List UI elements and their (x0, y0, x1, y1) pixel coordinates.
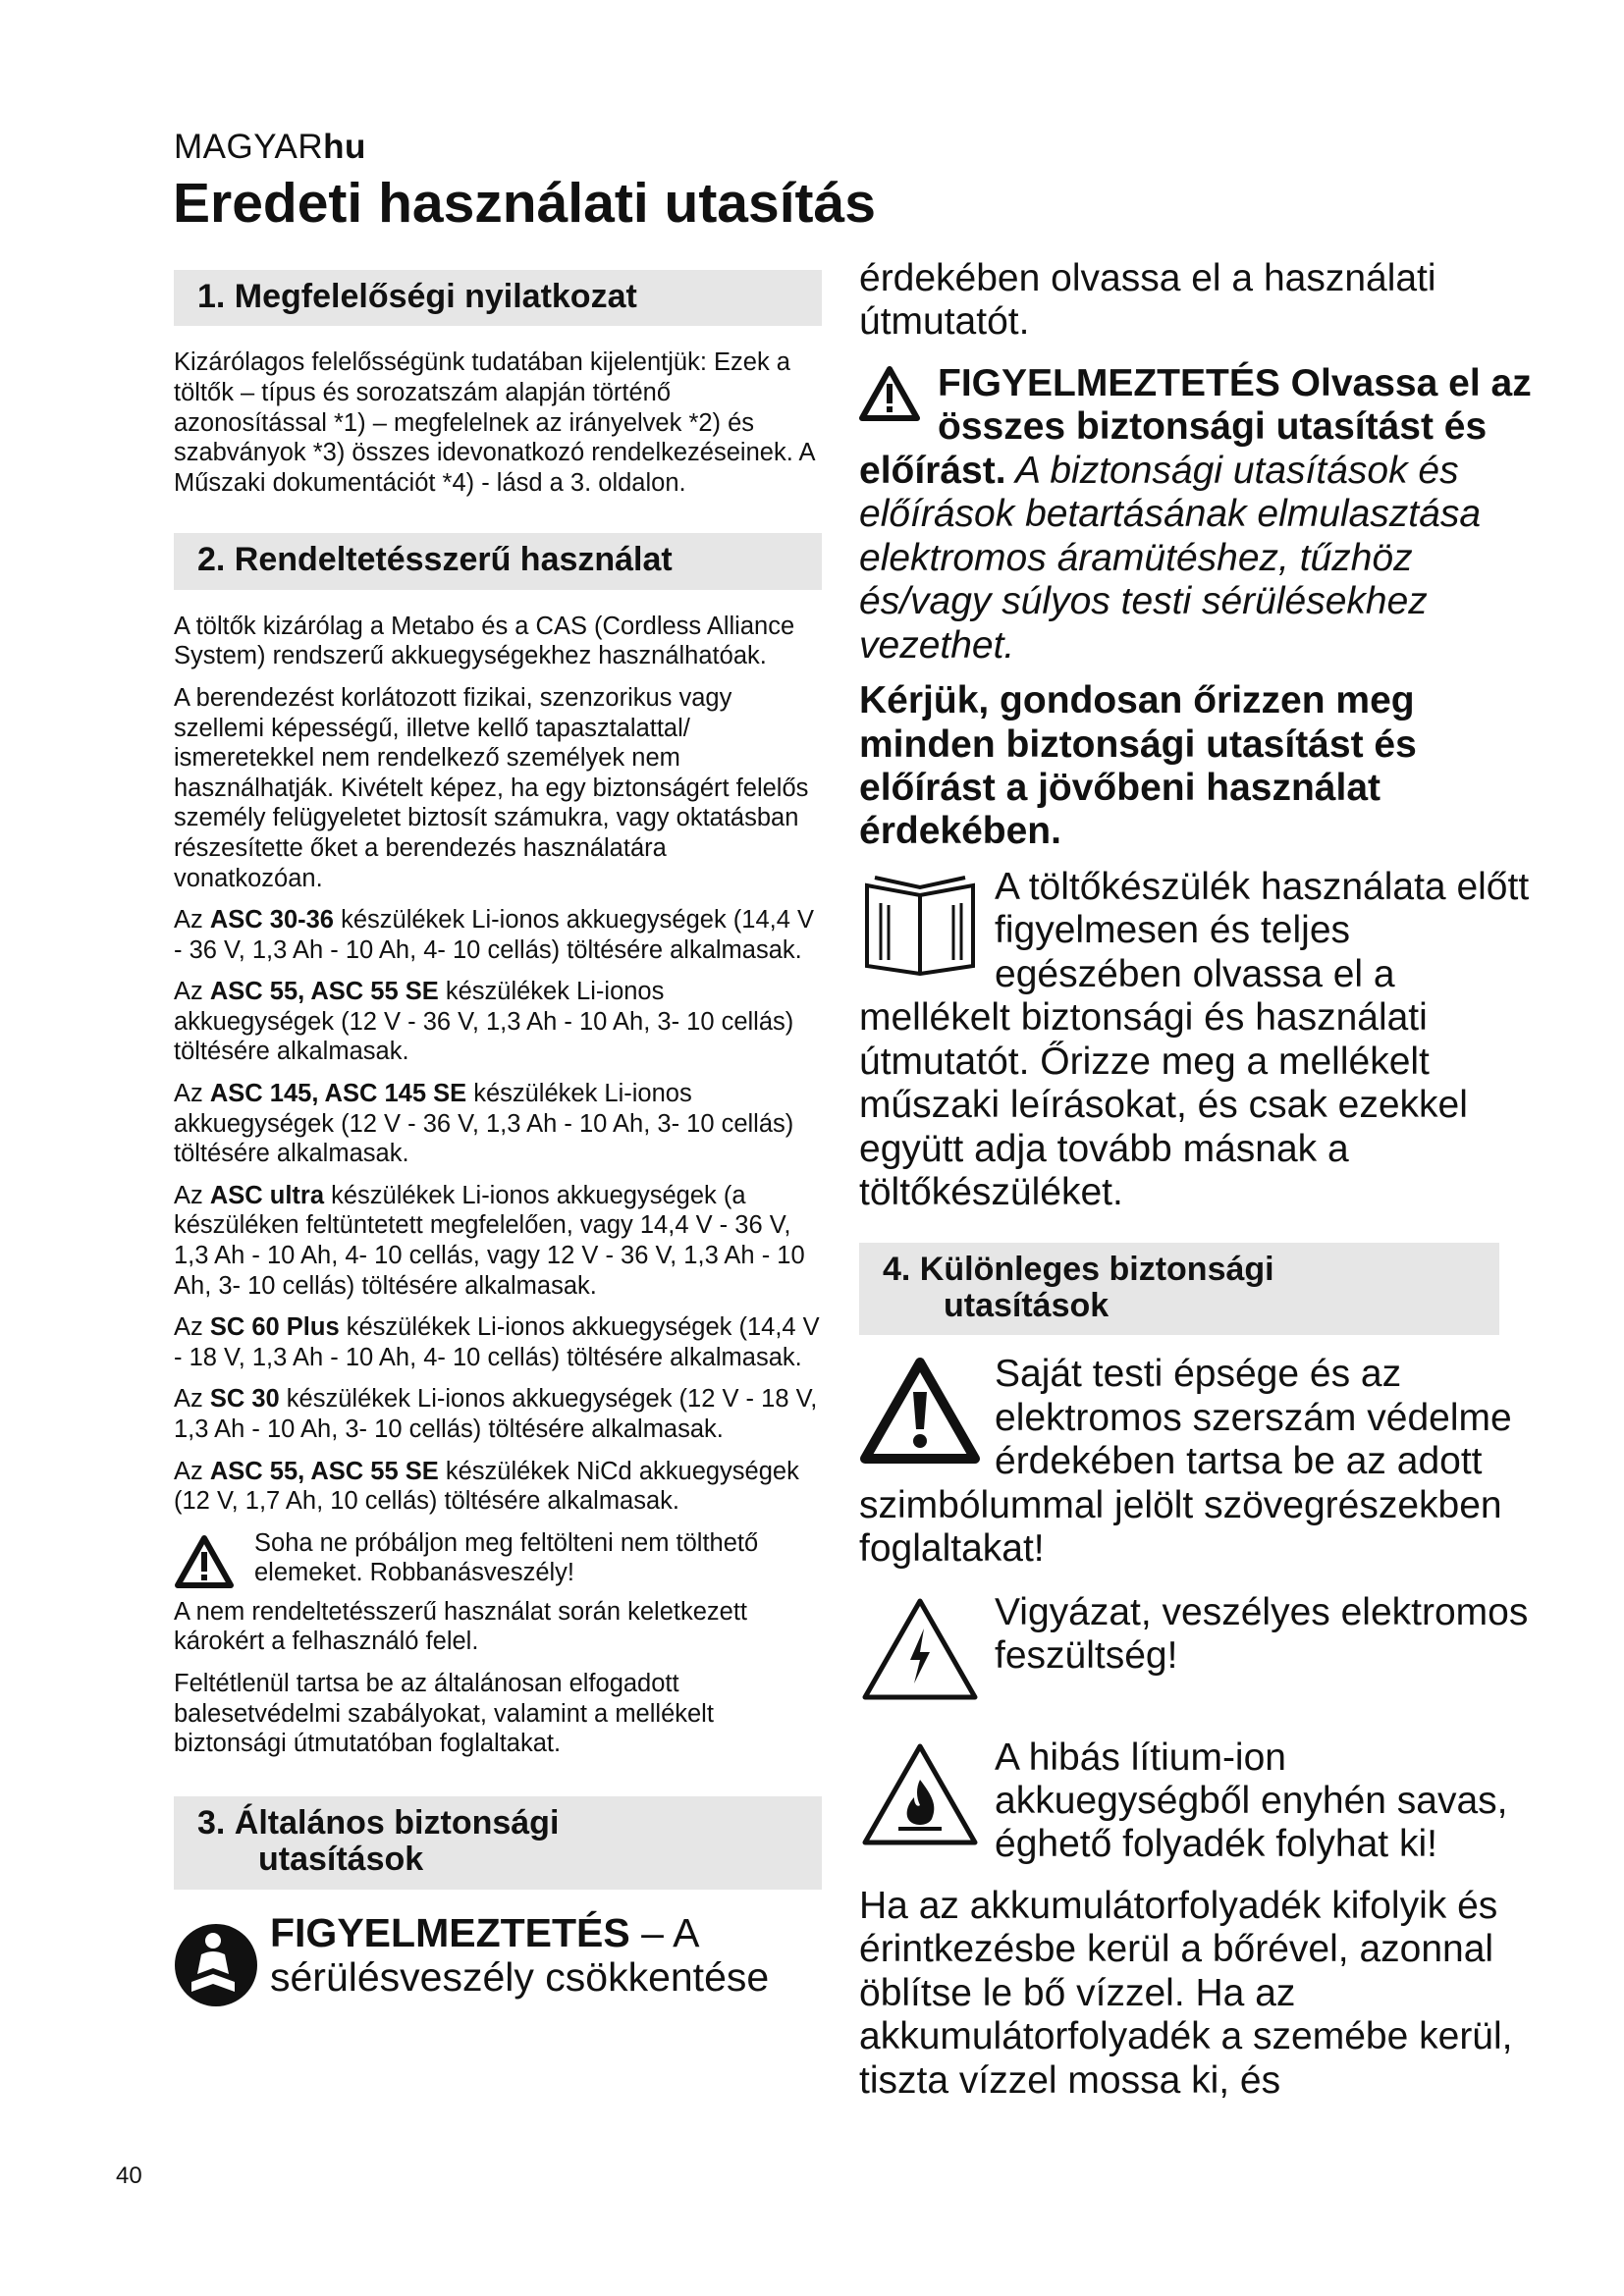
intended-use-p2: A berendezést korlátozott fizikai, szenzorikus vagy szellemi képességű, illetve kellő tapasztalattal/ ismeretekkel nem rendelkező személyek nem használhatják. Kivételt képez, ha egy biztonságért felelős személy felügyeletet biztosít számukra, vagy oktatásban részesítette őket a berendezés használatára vonatkozóan. (174, 683, 809, 892)
read-manual-icon (174, 1923, 258, 2007)
read-manual-warning-text: FIGYELMEZTETÉS – A sérülésveszély csökkentése (270, 1909, 770, 2001)
section-3-heading: 3. Általános biztonsági utasítások (174, 1796, 822, 1890)
continued-text: érdekében olvassa el a használati útmutatót. (859, 257, 1436, 344)
flammable-warning (859, 1736, 1537, 1867)
left-column (174, 270, 822, 2007)
read-manual-warning (174, 1911, 822, 2007)
model-asc-55: Az ASC 55, ASC 55 SE készülékek Li-ionos akkuegységek (12 V - 36 V, 1,3 Ah - 10 Ah, 3- 10 cellás) töltésére alkalmasak. (174, 978, 794, 1066)
warning-triangle-icon (859, 366, 920, 421)
model-sc-60-plus: Az SC 60 Plus készülékek Li-ionos akkuegységek (14,4 V - 18 V, 1,3 Ah - 10 Ah, 4- 10 cellás) töltésére alkalmasak. (174, 1313, 820, 1371)
flammable-warning-text: A hibás lítium-ion akkuegységből enyhén savas, éghető folyadék folyhat ki! (995, 1735, 1508, 1866)
voltage-warning (859, 1591, 1537, 1703)
page-title: Eredeti használati utasítás (173, 172, 876, 235)
general-warning-text: FIGYELMEZTETÉS Olvassa el az összes biztonsági utasítást és előírást. A biztonsági utasítások és előírások betartásának elmulasztása elektromos áramütéshez, tűzhöz és/vagy súlyos testi sérülésekhez vezethet. (859, 361, 1532, 667)
symbol-warning (859, 1353, 1537, 1571)
warning-triangle-icon (174, 1534, 235, 1589)
intended-use-p1: A töltők kizárólag a Metabo és a CAS (Cordless Alliance System) rendszerű akkuegységekhez használhatóak. (174, 612, 795, 670)
high-voltage-icon (859, 1595, 981, 1703)
page-number: 40 (116, 2163, 142, 2189)
language-name: MAGYAR (174, 128, 324, 166)
model-asc-145: Az ASC 145, ASC 145 SE készülékek Li-ionos akkuegységek (12 V - 36 V, 1,3 Ah - 10 Ah, 3- 10 cellás) töltésére alkalmasak. (174, 1080, 794, 1168)
model-asc-30-36: Az ASC 30-36 készülékek Li-ionos akkuegységek (14,4 V - 36 V, 1,3 Ah - 10 Ah, 4- 10 cellás) töltésére alkalmasak. (174, 906, 815, 964)
model-sc-30: Az SC 30 készülékek Li-ionos akkuegységek (12 V - 18 V, 1,3 Ah - 10 Ah, 3- 10 cellás) töltésére alkalmasak. (174, 1385, 818, 1443)
accident-rules-text: Feltétlenül tartsa be az általánosan elfogadott balesetvédelmi szabályokat, valamint a mellékelt biztonsági útmutatóban foglaltakat. (174, 1669, 714, 1758)
declaration-text: Kizárólagos felelősségünk tudatában kijelentjük: Ezek a töltők – típus és sorozatszám alapján történő azonosítással *1) – megfelelnek az irányelvek *2) és szabványok *3) összes idevonatkozó rendelkezéseinek. A Műszaki dokumentációt *4) - lásd a 3. oldalon. (174, 348, 815, 497)
section-1-heading: 1. Megfelelőségi nyilatkozat (174, 270, 822, 326)
open-book-icon (859, 872, 981, 976)
keep-instructions-text: Kérjük, gondosan őrizzen meg minden biztonsági utasítást és előírást a jövőbeni használat érdekében. (859, 679, 1417, 853)
manual-note (859, 866, 1537, 1215)
language-label (174, 128, 366, 167)
liability-text: A nem rendeltetésszerű használat során keletkezett károkért a felhasználó felel. (174, 1597, 747, 1656)
section-4-heading: 4. Különleges biztonsági utasítások (859, 1243, 1499, 1336)
warning-triangle-icon (859, 1357, 981, 1465)
flammable-icon (859, 1740, 981, 1848)
explosion-warning-text: Soha ne próbáljon meg feltölteni nem tölthető elemeket. Robbanásveszély! (254, 1528, 759, 1587)
general-warning (859, 362, 1537, 667)
model-asc-55-nicd: Az ASC 55, ASC 55 SE készülékek NiCd akkuegységek (12 V, 1,7 Ah, 10 cellás) töltésére alkalmasak. (174, 1457, 799, 1516)
voltage-warning-text: Vigyázat, veszélyes elektromos feszültség! (995, 1590, 1529, 1678)
manual-note-text: A töltőkészülék használata előtt figyelmesen és teljes egészében olvassa el a mellékelt biztonsági és használati útmutatót. Őrizze meg a mellékelt műszaki leírásokat, és csak ezekkel együtt adja tovább másnak a töltőkészüléket. (859, 865, 1530, 1214)
language-code: hu (323, 128, 366, 166)
right-column (859, 257, 1537, 2103)
symbol-warning-text: Saját testi épsége és az elektromos szerszám védelme érdekében tartsa be az adott szimbólummal jelölt szövegrészekben foglaltakat! (859, 1353, 1512, 1571)
model-asc-ultra: Az ASC ultra készülékek Li-ionos akkuegységek (a készüléken feltüntetett megfelelően, vagy 14,4 V - 36 V, 1,3 Ah - 10 Ah, 4- 10 cellás, vagy 12 V - 36 V, 1,3 Ah - 10 Ah, 3- 10 cellás) töltésére alkalmasak. (174, 1181, 805, 1300)
explosion-warning (174, 1528, 822, 1589)
section-2-heading: 2. Rendeltetésszerű használat (174, 533, 822, 589)
battery-fluid-text: Ha az akkumulátorfolyadék kifolyik és érintkezésbe kerül a bőrével, azonnal öblítse le bő vízzel. Ha az akkumulátorfolyadék a szemébe kerül, tiszta vízzel mossa ki, és (859, 1884, 1513, 2102)
